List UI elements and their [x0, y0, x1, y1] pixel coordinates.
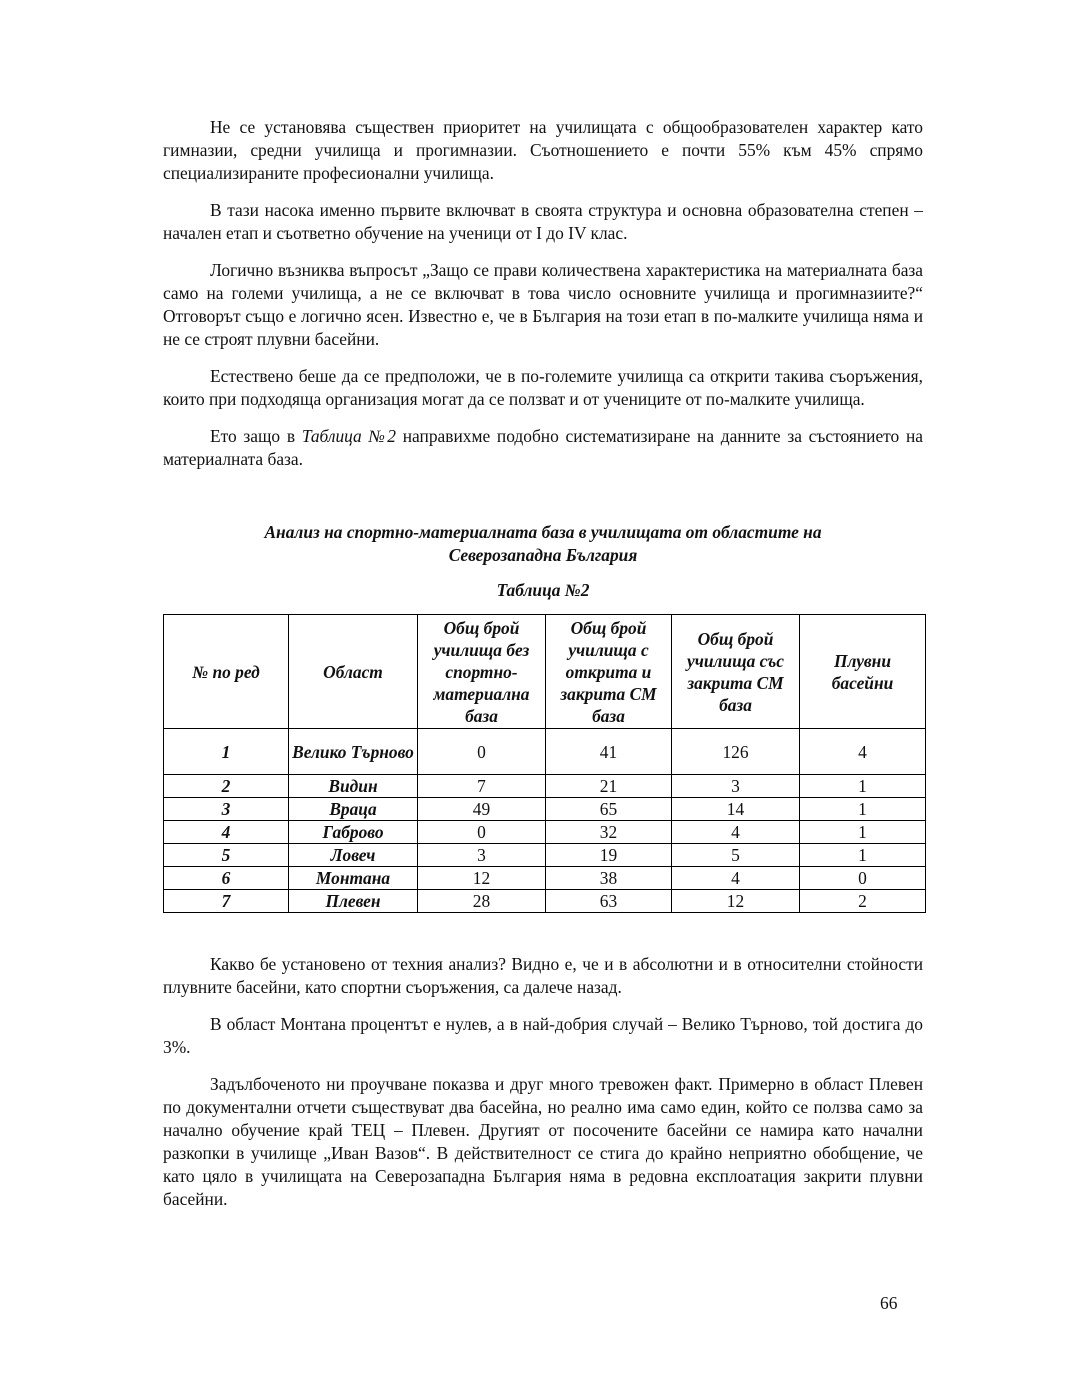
cell-region: Плевен: [289, 890, 418, 913]
header-closed-base: Общ брой училища със закрита СМ база: [672, 615, 800, 729]
cell-open-closed: 32: [546, 821, 672, 844]
cell-open-closed: 38: [546, 867, 672, 890]
paragraph-5-before: Ето защо в: [210, 426, 302, 446]
cell-region: Велико Търново: [289, 729, 418, 775]
table-row: [164, 729, 926, 775]
table-row: [164, 890, 926, 913]
cell-no-base: 7: [418, 775, 546, 798]
cell-closed: 126: [672, 729, 800, 775]
paragraph-4: Естествено беше да се предположи, че в по-големите училища са открити такива съоръжения, които при подходяща организация могат да се ползват и от учениците от по-малките училища.: [163, 366, 923, 409]
cell-no-base: 0: [418, 821, 546, 844]
table-row: [164, 798, 926, 821]
paragraph-3: Логично възниква въпросът „Защо се прави количествена характеристика на материалната база само на големи училища, а не се включват в това число основните училища и прогимназиите?“ Отговорът също е логично ясен. Известно е, че в България на този етап в по-малките училища няма и не се строят плувни басейни.: [163, 260, 923, 349]
paragraph-6: Какво бе установено от техния анализ? Видно е, че и в абсолютни и в относителни стойности плувните басейни, като спортни съоръжения, са далече назад.: [163, 954, 923, 997]
table-title-line-2: Северозападна България: [448, 545, 638, 565]
cell-pools: 1: [800, 798, 926, 821]
cell-pools: 4: [800, 729, 926, 775]
cell-pools: 2: [800, 890, 926, 913]
cell-no-base: 49: [418, 798, 546, 821]
cell-closed: 5: [672, 844, 800, 867]
cell-open-closed: 19: [546, 844, 672, 867]
cell-open-closed: 21: [546, 775, 672, 798]
paragraph-2: В тази насока именно първите включват в своята структура и основна образователна степен – начален етап и съответно обучение на ученици от I до IV клас.: [163, 200, 923, 243]
table-row: [164, 867, 926, 890]
cell-number: 3: [164, 798, 289, 821]
header-region: Област: [289, 615, 418, 729]
cell-pools: 1: [800, 775, 926, 798]
cell-number: 7: [164, 890, 289, 913]
table-row: [164, 821, 926, 844]
cell-pools: 1: [800, 821, 926, 844]
cell-number: 4: [164, 821, 289, 844]
cell-open-closed: 41: [546, 729, 672, 775]
header-open-closed-base: Общ брой училища с открита и закрита СМ база: [546, 615, 672, 729]
cell-no-base: 28: [418, 890, 546, 913]
header-pools: Плувни басейни: [800, 615, 926, 729]
header-no-base: Общ брой училища без спортно-материална база: [418, 615, 546, 729]
data-table: [163, 614, 926, 913]
paragraph-1: Не се установява съществен приоритет на училищата с общообразователен характер като гимназии, средни училища и прогимназии. Съотношението е почти 55% към 45% спрямо специализираните професионални училища.: [163, 117, 923, 183]
cell-no-base: 3: [418, 844, 546, 867]
cell-region: Враца: [289, 798, 418, 821]
paragraph-5: [163, 425, 923, 471]
page-number: 66: [880, 1293, 898, 1313]
cell-number: 5: [164, 844, 289, 867]
cell-no-base: 0: [418, 729, 546, 775]
cell-number: 2: [164, 775, 289, 798]
paragraph-8: Задълбоченото ни проучване показва и друг много тревожен факт. Примерно в област Плевен по документални отчети съществуват два басейна, но реално има само един, който се ползва само за начално обучение край ТЕЦ – Плевен. Другият от посочените басейни се намира като начални разкопки в училище „Иван Вазов“. В действителност се стига до крайно неприятно обобщение, че като цяло в училищата на Северозападна България няма в редовна експлоатация закрити плувни басейни.: [163, 1074, 923, 1209]
cell-closed: 3: [672, 775, 800, 798]
cell-region: Видин: [289, 775, 418, 798]
cell-pools: 1: [800, 844, 926, 867]
table-row: [164, 775, 926, 798]
header-row-number: № по ред: [164, 615, 289, 729]
paragraph-5-after: направихме подобно систематизиране на данните за състоянието на материалната база.: [163, 426, 924, 469]
paragraph-7: В област Монтана процентът е нулев, а в най-добрия случай – Велико Търново, той достига до 3%.: [163, 1014, 923, 1057]
cell-closed: 4: [672, 867, 800, 890]
table-header-row: [164, 615, 926, 729]
cell-region: Габрово: [289, 821, 418, 844]
cell-open-closed: 65: [546, 798, 672, 821]
cell-open-closed: 63: [546, 890, 672, 913]
cell-region: Монтана: [289, 867, 418, 890]
table-label: Таблица №2: [496, 580, 590, 600]
table-row: [164, 844, 926, 867]
cell-number: 1: [164, 729, 289, 775]
cell-number: 6: [164, 867, 289, 890]
document-page: [163, 116, 923, 1211]
table-reference: Таблица №2: [301, 426, 396, 446]
cell-pools: 0: [800, 867, 926, 890]
cell-closed: 12: [672, 890, 800, 913]
cell-no-base: 12: [418, 867, 546, 890]
cell-closed: 14: [672, 798, 800, 821]
cell-closed: 4: [672, 821, 800, 844]
table-title-line-1: Анализ на спортно-материалната база в училищата от областите на: [264, 522, 822, 542]
cell-region: Ловеч: [289, 844, 418, 867]
